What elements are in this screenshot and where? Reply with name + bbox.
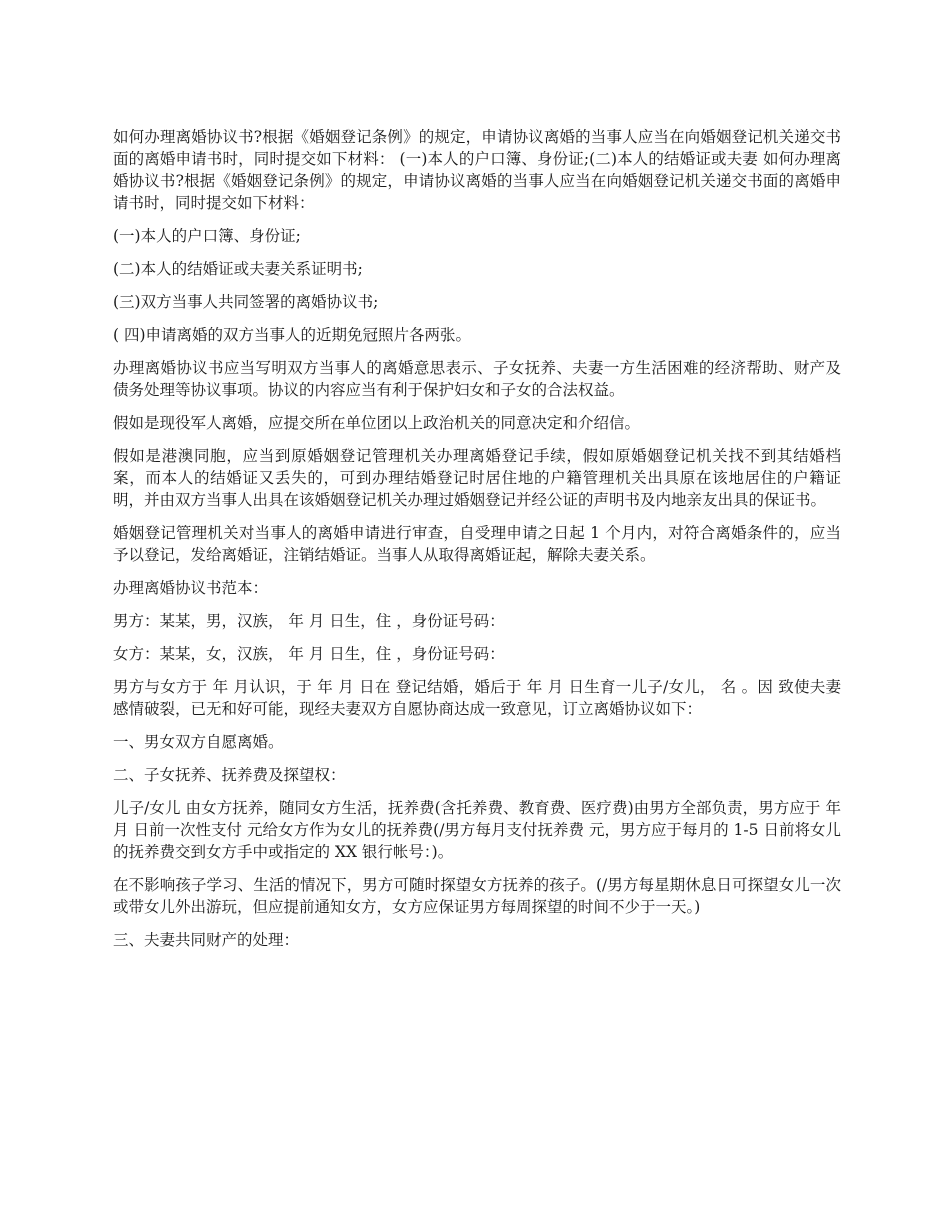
paragraph-child-support: 儿子/女儿 由女方抚养，随同女方生活，抚养费(含托养费、教育费、医疗费)由男方全部负责，男方应于 年 月 日前一次性支付 元给女方作为女儿的抚养费(/男方每月支付抚养费 元，男方应于每月的 1-5 日前将女儿的抚养费交到女方手中或指定的 XX 银行帐号：)。 bbox=[113, 799, 841, 861]
paragraph-military: 假如是现役军人离婚，应提交所在单位团以上政治机关的同意决定和介绍信。 bbox=[113, 414, 641, 432]
paragraph-item-2: (二)本人的结婚证或夫妻关系证明书; bbox=[113, 260, 363, 278]
paragraph-content-requirements: 办理离婚协议书应当写明双方当事人的离婚意思表示、子女抚养、夫妻一方生活困难的经济帮助、财产及债务处理等协议事项。协议的内容应当有利于保护妇女和子女的合法权益。 bbox=[113, 359, 841, 399]
paragraph-male-party: 男方：某某，男，汉族， 年 月 日生，住 ，身份证号码： bbox=[113, 612, 505, 630]
paragraph-item-1: (一)本人的户口簿、身份证; bbox=[113, 227, 301, 245]
paragraph-intro: 如何办理离婚协议书?根据《婚姻登记条例》的规定，申请协议离婚的当事人应当在向婚姻登记机关递交书面的离婚申请书时，同时提交如下材料： (一)本人的户口簿、身份证;(二)本人的结婚证或夫妻 如何办理离婚协议书?根据《婚姻登记条例》的规定，申请协议离婚的当事人应当在向婚姻登记机关递交书面的离婚申请书时，同时提交如下材料： bbox=[113, 128, 841, 212]
paragraph-clause-3: 三、夫妻共同财产的处理： bbox=[113, 931, 300, 949]
paragraph-female-party: 女方：某某，女，汉族， 年 月 日生，住 ，身份证号码： bbox=[113, 645, 505, 663]
paragraph-hk-macao: 假如是港澳同胞，应当到原婚姻登记管理机关办理离婚登记手续，假如原婚姻登记机关找不到其结婚档案，而本人的结婚证又丢失的，可到办理结婚登记时居住地的户籍管理机关出具原在该地居住的户籍证明，并由双方当事人出具在该婚姻登记机关办理过婚姻登记并经公证的声明书及内地亲友出具的保证书。 bbox=[113, 447, 841, 509]
paragraph-background: 男方与女方于 年 月认识，于 年 月 日在 登记结婚，婚后于 年 月 日生育一儿子/女儿， 名 。因 致使夫妻感情破裂，已无和好可能，现经夫妻双方自愿协商达成一致意见，订立离婚协议如下： bbox=[113, 678, 841, 718]
paragraph-template-heading: 办理离婚协议书范本： bbox=[113, 579, 269, 597]
paragraph-review: 婚姻登记管理机关对当事人的离婚申请进行审查，自受理申请之日起 1 个月内，对符合离婚条件的，应当予以登记，发给离婚证，注销结婚证。当事人从取得离婚证起，解除夫妻关系。 bbox=[113, 524, 841, 564]
document-body bbox=[113, 126, 841, 962]
paragraph-clause-2: 二、子女抚养、抚养费及探望权： bbox=[113, 766, 346, 784]
paragraph-visitation: 在不影响孩子学习、生活的情况下，男方可随时探望女方抚养的孩子。(/男方每星期休息日可探望女儿一次或带女儿外出游玩，但应提前通知女方，女方应保证男方每周探望的时间不少于一天。) bbox=[113, 876, 841, 916]
paragraph-item-4: ( 四)申请离婚的双方当事人的近期免冠照片各两张。 bbox=[113, 326, 472, 344]
paragraph-clause-1: 一、男女双方自愿离婚。 bbox=[113, 733, 284, 751]
paragraph-item-3: (三)双方当事人共同签署的离婚协议书; bbox=[113, 293, 379, 311]
